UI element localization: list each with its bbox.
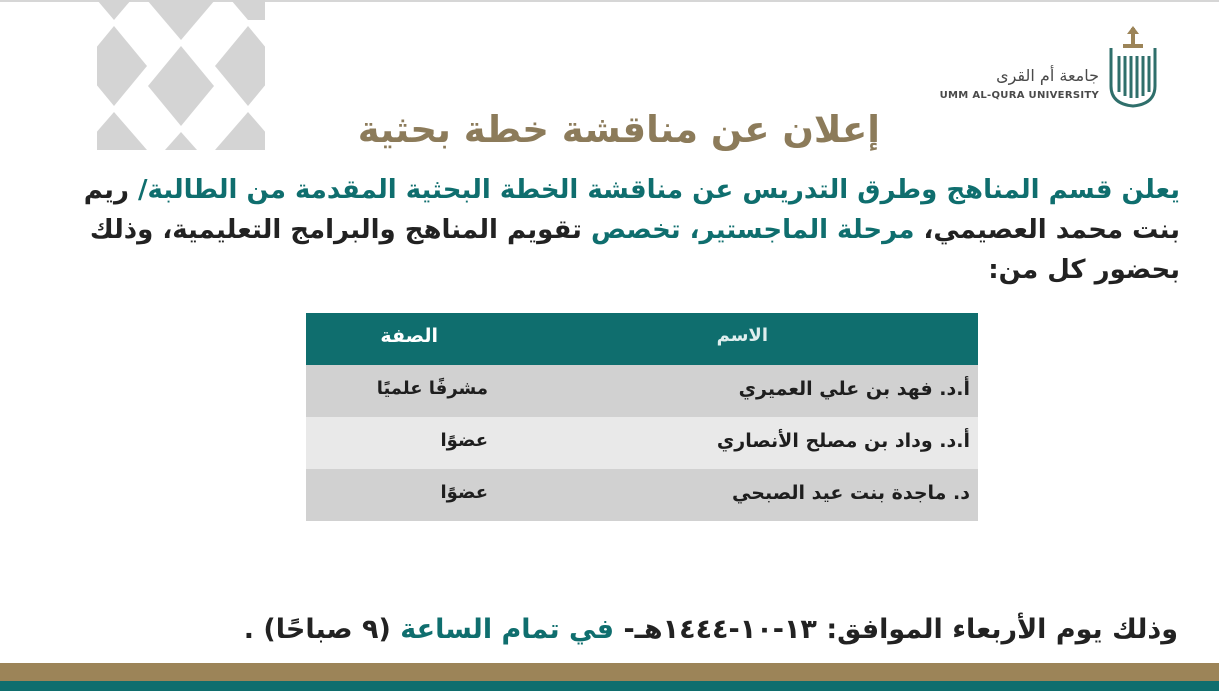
header-role: الصفة (380, 325, 438, 347)
member-name: أ.د. وداد بن مصلح الأنصاري (716, 430, 970, 452)
date-time-line (100, 614, 1178, 645)
table-row (306, 365, 978, 417)
committee-table (306, 313, 978, 521)
announcement-closing: وذلك بحضور كل من: (89, 215, 1180, 285)
member-role: عضوًا (440, 482, 488, 503)
member-name: أ.د. فهد بن علي العميري (738, 378, 970, 400)
announcement-paragraph (40, 170, 1180, 290)
announcement-line1: يعلن قسم المناهج وطرق التدريس عن مناقشة الخطة البحثية المقدمة من الطالبة/ (137, 175, 1180, 205)
member-name: د. ماجدة بنت عيد الصبحي (732, 482, 970, 504)
university-emblem-icon (1105, 26, 1161, 108)
table-header (306, 313, 978, 365)
footer-time-label: في تمام الساعة (400, 614, 615, 645)
logo-english-text: UMM AL-QURA UNIVERSITY (939, 90, 1099, 101)
stage-label: مرحلة الماجستير، تخصص (591, 215, 915, 245)
decorative-pattern (97, 0, 265, 150)
header-name: الاسم (716, 325, 768, 346)
footer-teal-bar (0, 681, 1219, 691)
member-role: مشرفًا علميًا (376, 378, 488, 399)
table-row (306, 469, 978, 521)
table-row (306, 417, 978, 469)
specialization: تقويم المناهج والبرامج التعليمية، (162, 215, 582, 245)
footer-date: ١٣-١٠-١٤٤٤هـ- (623, 614, 817, 645)
page-title: إعلان عن مناقشة خطة بحثية (357, 108, 880, 151)
footer-time: (٩ صباحًا) . (243, 614, 391, 645)
member-role: عضوًا (440, 430, 488, 451)
university-logo (939, 26, 1191, 112)
student-name: ريم بنت محمد العصيمي، (83, 175, 1180, 245)
footer-prefix: وذلك يوم الأربعاء الموافق: (826, 614, 1178, 645)
footer-gold-bar (0, 663, 1219, 681)
logo-arabic-text: جامعة أم القرى (996, 66, 1099, 85)
